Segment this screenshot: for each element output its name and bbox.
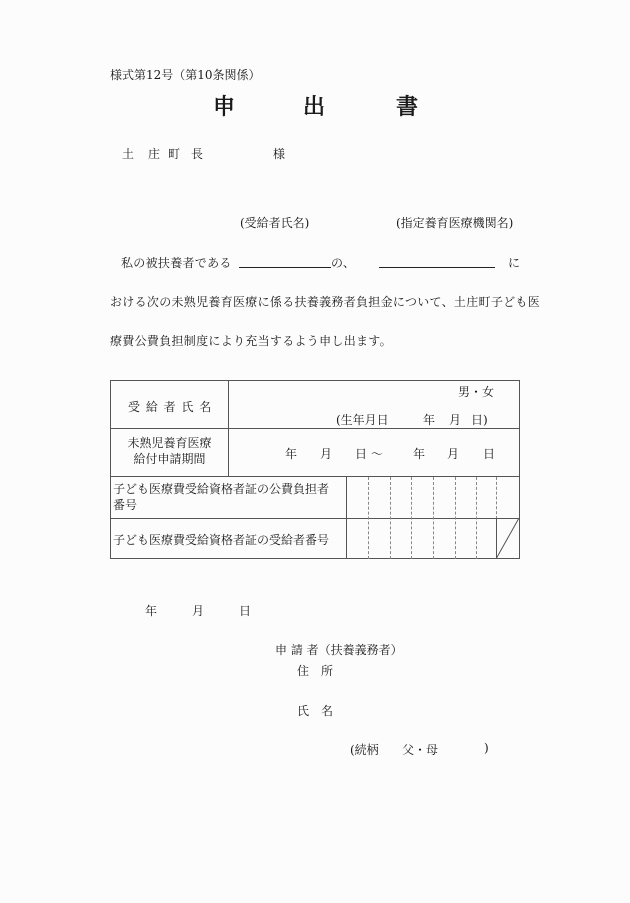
void-box-diagonal	[496, 518, 519, 559]
paragraph-line1-mid: の、	[331, 256, 356, 270]
application-period-label-line1: 未熟児養育医療	[127, 436, 212, 450]
applicant-address-label: 住 所	[297, 664, 334, 678]
date-day-label: 日	[239, 604, 252, 618]
date-year-label: 年	[145, 604, 158, 618]
paragraph-line1-prefix: 私の被扶養者である	[121, 256, 232, 270]
public-payer-number-label-line2: 番号	[113, 498, 138, 512]
caption-medical-institution: (指定養育医療機関名)	[396, 216, 514, 230]
public-payer-number-label-line1: 子ども医療費受給資格者証の公費負担者	[113, 482, 330, 496]
addressee-char-3: 町	[168, 147, 181, 161]
title-char-2: 出	[303, 95, 326, 120]
relation-options[interactable]: 父・母	[402, 743, 439, 757]
title-char-1: 申	[213, 95, 236, 120]
period-from-day: 日 〜	[355, 447, 383, 461]
period-to-year: 年	[413, 447, 426, 461]
title-char-3: 書	[396, 95, 419, 120]
sex-options[interactable]: 男・女	[458, 385, 495, 399]
relation-open: (続柄	[350, 743, 379, 757]
addressee-char-4: 長	[191, 147, 204, 161]
date-month-label: 月	[192, 604, 205, 618]
birth-year-label: 年	[423, 413, 436, 427]
paragraph-line2: おける次の未熟児養育医療に係る扶養義務者負担金について、土庄町子ども医	[110, 295, 541, 309]
paragraph-line3: 療費公費負担制度により充当するよう申し出ます。	[110, 334, 392, 348]
public-payer-number-label	[113, 481, 329, 513]
medical-institution-blank[interactable]	[379, 267, 495, 268]
application-table	[110, 380, 520, 559]
applicant-name-label: 氏 名	[297, 704, 334, 718]
applicant-heading: 申 請 者（扶養義務者）	[275, 643, 403, 657]
paragraph-line1-suffix: に	[508, 256, 521, 270]
period-from-year: 年	[285, 447, 298, 461]
period-to-day: 日	[483, 447, 496, 461]
application-period-label-line2: 給付申請期間	[133, 452, 206, 466]
addressee-char-1: 土	[122, 147, 135, 161]
addressee-honorific: 様	[273, 147, 286, 161]
recipient-name-label: 受 給 者 氏 名	[128, 400, 213, 414]
form-number: 様式第12号（第10条関係）	[110, 68, 261, 82]
addressee-char-2: 庄	[148, 147, 161, 161]
recipient-name-blank[interactable]	[239, 267, 331, 268]
birth-date-label: (生年月日	[336, 413, 389, 427]
recipient-number-label: 子ども医療費受給資格者証の受給者番号	[113, 533, 330, 547]
recipient-number-input[interactable]	[347, 519, 496, 559]
birth-day-label: 日)	[471, 413, 488, 427]
relation-close: )	[484, 741, 489, 755]
application-period-label	[111, 435, 228, 467]
period-from-month: 月	[320, 447, 333, 461]
label-column-divider	[228, 381, 229, 476]
birth-month-label: 月	[449, 413, 462, 427]
row-divider-1	[111, 428, 519, 429]
caption-recipient-name: (受給者氏名)	[240, 216, 310, 230]
period-to-month: 月	[447, 447, 460, 461]
public-payer-number-input[interactable]	[347, 477, 519, 518]
